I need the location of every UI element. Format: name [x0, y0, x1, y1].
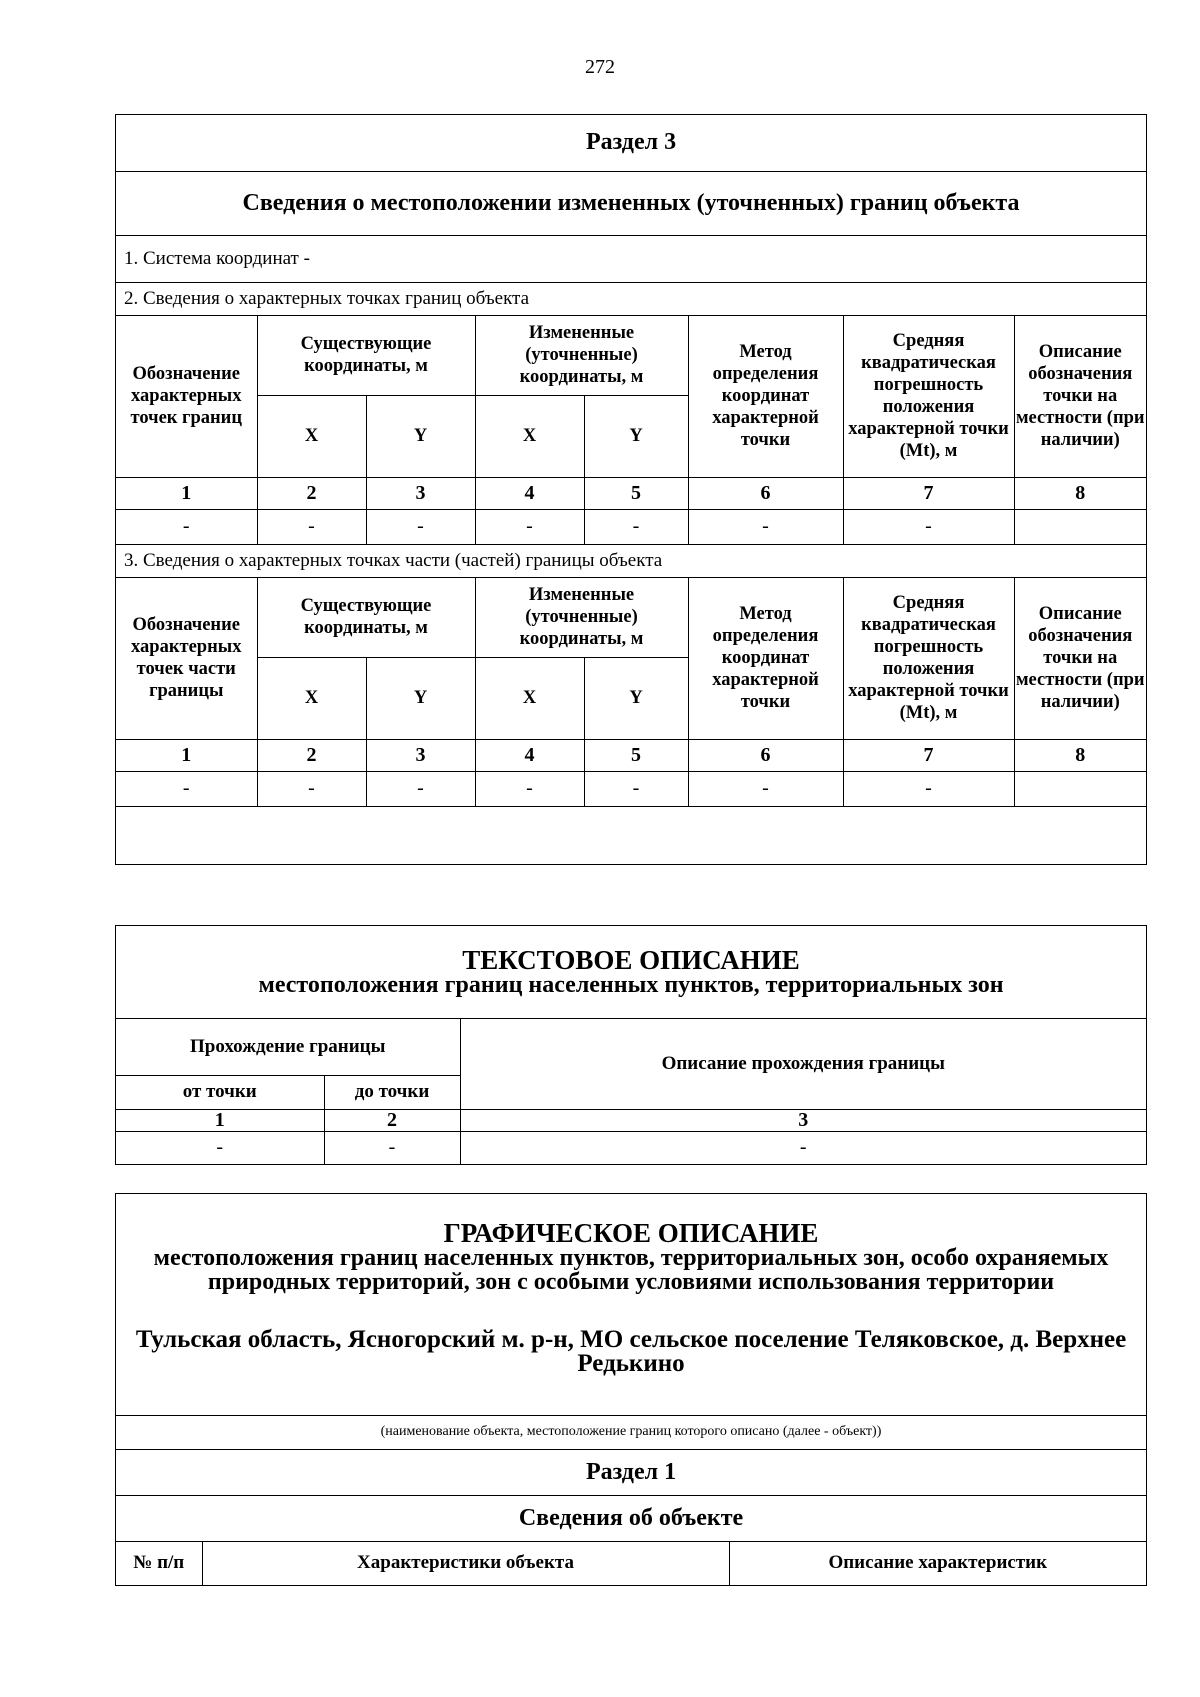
t1-data-cell: -	[366, 509, 475, 544]
t1-data-cell: -	[843, 509, 1014, 544]
t2-col-changed: Измененные (уточненные) координаты, м	[475, 577, 688, 657]
t2-num-cell: 6	[688, 739, 843, 771]
t2-data-cell: -	[843, 771, 1014, 806]
t1-num-cell: 7	[843, 477, 1014, 509]
t2-data-cell: -	[475, 771, 584, 806]
parts-heading-row: 3. Сведения о характерных точках части (частей) границы объекта	[116, 544, 1146, 577]
section3-table	[116, 115, 1146, 864]
t2-data-cell: -	[257, 771, 366, 806]
graphic-section-subtitle: Сведения об объекте	[116, 1495, 1146, 1541]
page-number: 272	[585, 56, 615, 78]
t2-num-cell: 5	[584, 739, 688, 771]
text-description-table	[116, 926, 1146, 1164]
empty-footer-row	[116, 806, 1146, 864]
t2-data-cell: -	[688, 771, 843, 806]
graphic-description-block	[115, 1193, 1147, 1586]
t1-col-description: Описание обозначения точки на местности (при наличии)	[1014, 315, 1146, 477]
t2-y-changed: Y	[584, 657, 688, 739]
text-description-subtitle: местоположения границ населенных пунктов, территориальных зон	[258, 971, 1004, 998]
graphic-description-header	[116, 1194, 1146, 1415]
t2-data-cell: -	[366, 771, 475, 806]
t1-num-cell: 4	[475, 477, 584, 509]
t1-col-existing: Существующие координаты, м	[257, 315, 475, 395]
text-data-cell: -	[116, 1131, 324, 1164]
t1-col-method: Метод определения координат характерной точки	[688, 315, 843, 477]
t2-col-existing: Существующие координаты, м	[257, 577, 475, 657]
boundary-passage-header: Прохождение границы	[116, 1018, 460, 1075]
object-name: Тульская область, Ясногорский м. р-н, МО сельское поселение Теляковское, д. Верхнее Редькино	[135, 1326, 1127, 1377]
text-num-cell: 3	[460, 1109, 1146, 1131]
t2-number-row	[116, 739, 1146, 771]
t2-x-existing: X	[257, 657, 366, 739]
t1-num-cell: 2	[257, 477, 366, 509]
graphic-description-table	[116, 1194, 1146, 1585]
t1-data-row	[116, 509, 1146, 544]
section3-title: Раздел 3	[116, 115, 1146, 171]
t2-data-cell: -	[116, 771, 257, 806]
t2-data-row	[116, 771, 1146, 806]
coord-system-row: 1. Система координат -	[116, 235, 1146, 282]
t2-num-cell: 3	[366, 739, 475, 771]
t1-number-row	[116, 477, 1146, 509]
t1-x-changed: X	[475, 395, 584, 477]
col-description-header: Описание характеристик	[729, 1541, 1146, 1585]
t2-col-description: Описание обозначения точки на местности (при наличии)	[1014, 577, 1146, 739]
t2-num-cell: 8	[1014, 739, 1146, 771]
t2-data-cell	[1014, 771, 1146, 806]
t1-num-cell: 6	[688, 477, 843, 509]
t1-data-cell: -	[475, 509, 584, 544]
object-caption: (наименование объекта, местоположение границ которого описано (далее - объект))	[116, 1415, 1146, 1449]
from-point-header: от точки	[116, 1075, 324, 1109]
t1-x-existing: X	[257, 395, 366, 477]
t1-col-designation: Обозначение характерных точек границ	[116, 315, 257, 477]
t2-col-error: Средняя квадратическая погрешность положения характерной точки (Mt), м	[843, 577, 1014, 739]
points-heading-row: 2. Сведения о характерных точках границ объекта	[116, 282, 1146, 315]
text-data-cell: -	[460, 1131, 1146, 1164]
t1-data-cell: -	[257, 509, 366, 544]
t2-col-method: Метод определения координат характерной точки	[688, 577, 843, 739]
t1-data-cell: -	[116, 509, 257, 544]
graphic-description-subtitle: местоположения границ населенных пунктов, территориальных зон, особо охраняемых природных территорий, зон с особыми условиями использования территории	[153, 1245, 1109, 1295]
t2-y-existing: Y	[366, 657, 475, 739]
section3-block	[115, 114, 1147, 865]
t1-num-cell: 5	[584, 477, 688, 509]
text-num-cell: 1	[116, 1109, 324, 1131]
t1-data-cell	[1014, 509, 1146, 544]
text-num-cell: 2	[324, 1109, 460, 1131]
to-point-header: до точки	[324, 1075, 460, 1109]
t1-num-cell: 1	[116, 477, 257, 509]
t2-num-cell: 4	[475, 739, 584, 771]
t1-data-cell: -	[688, 509, 843, 544]
t1-col-changed: Измененные (уточненные) координаты, м	[475, 315, 688, 395]
t2-num-cell: 1	[116, 739, 257, 771]
passage-description-header: Описание прохождения границы	[460, 1018, 1146, 1109]
text-data-row	[116, 1131, 1146, 1164]
text-description-block	[115, 925, 1147, 1165]
text-description-header	[116, 926, 1146, 1018]
text-data-cell: -	[324, 1131, 460, 1164]
graphic-description-title: ГРАФИЧЕСКОЕ ОПИСАНИЕ	[443, 1218, 819, 1248]
t2-col-designation: Обозначение характерных точек части границы	[116, 577, 257, 739]
t1-y-existing: Y	[366, 395, 475, 477]
t2-x-changed: X	[475, 657, 584, 739]
col-characteristics-header: Характеристики объекта	[202, 1541, 729, 1585]
t1-y-changed: Y	[584, 395, 688, 477]
t1-data-cell: -	[584, 509, 688, 544]
text-description-title: ТЕКСТОВОЕ ОПИСАНИЕ	[462, 944, 800, 975]
graphic-section-title: Раздел 1	[116, 1449, 1146, 1495]
col-number-header: № п/п	[116, 1541, 202, 1585]
t2-data-cell: -	[584, 771, 688, 806]
t1-num-cell: 3	[366, 477, 475, 509]
t1-num-cell: 8	[1014, 477, 1146, 509]
t2-num-cell: 2	[257, 739, 366, 771]
text-number-row	[116, 1109, 1146, 1131]
t1-col-error: Средняя квадратическая погрешность положения характерной точки (Mt), м	[843, 315, 1014, 477]
t2-num-cell: 7	[843, 739, 1014, 771]
section3-subtitle: Сведения о местоположении измененных (уточненных) границ объекта	[116, 171, 1146, 235]
